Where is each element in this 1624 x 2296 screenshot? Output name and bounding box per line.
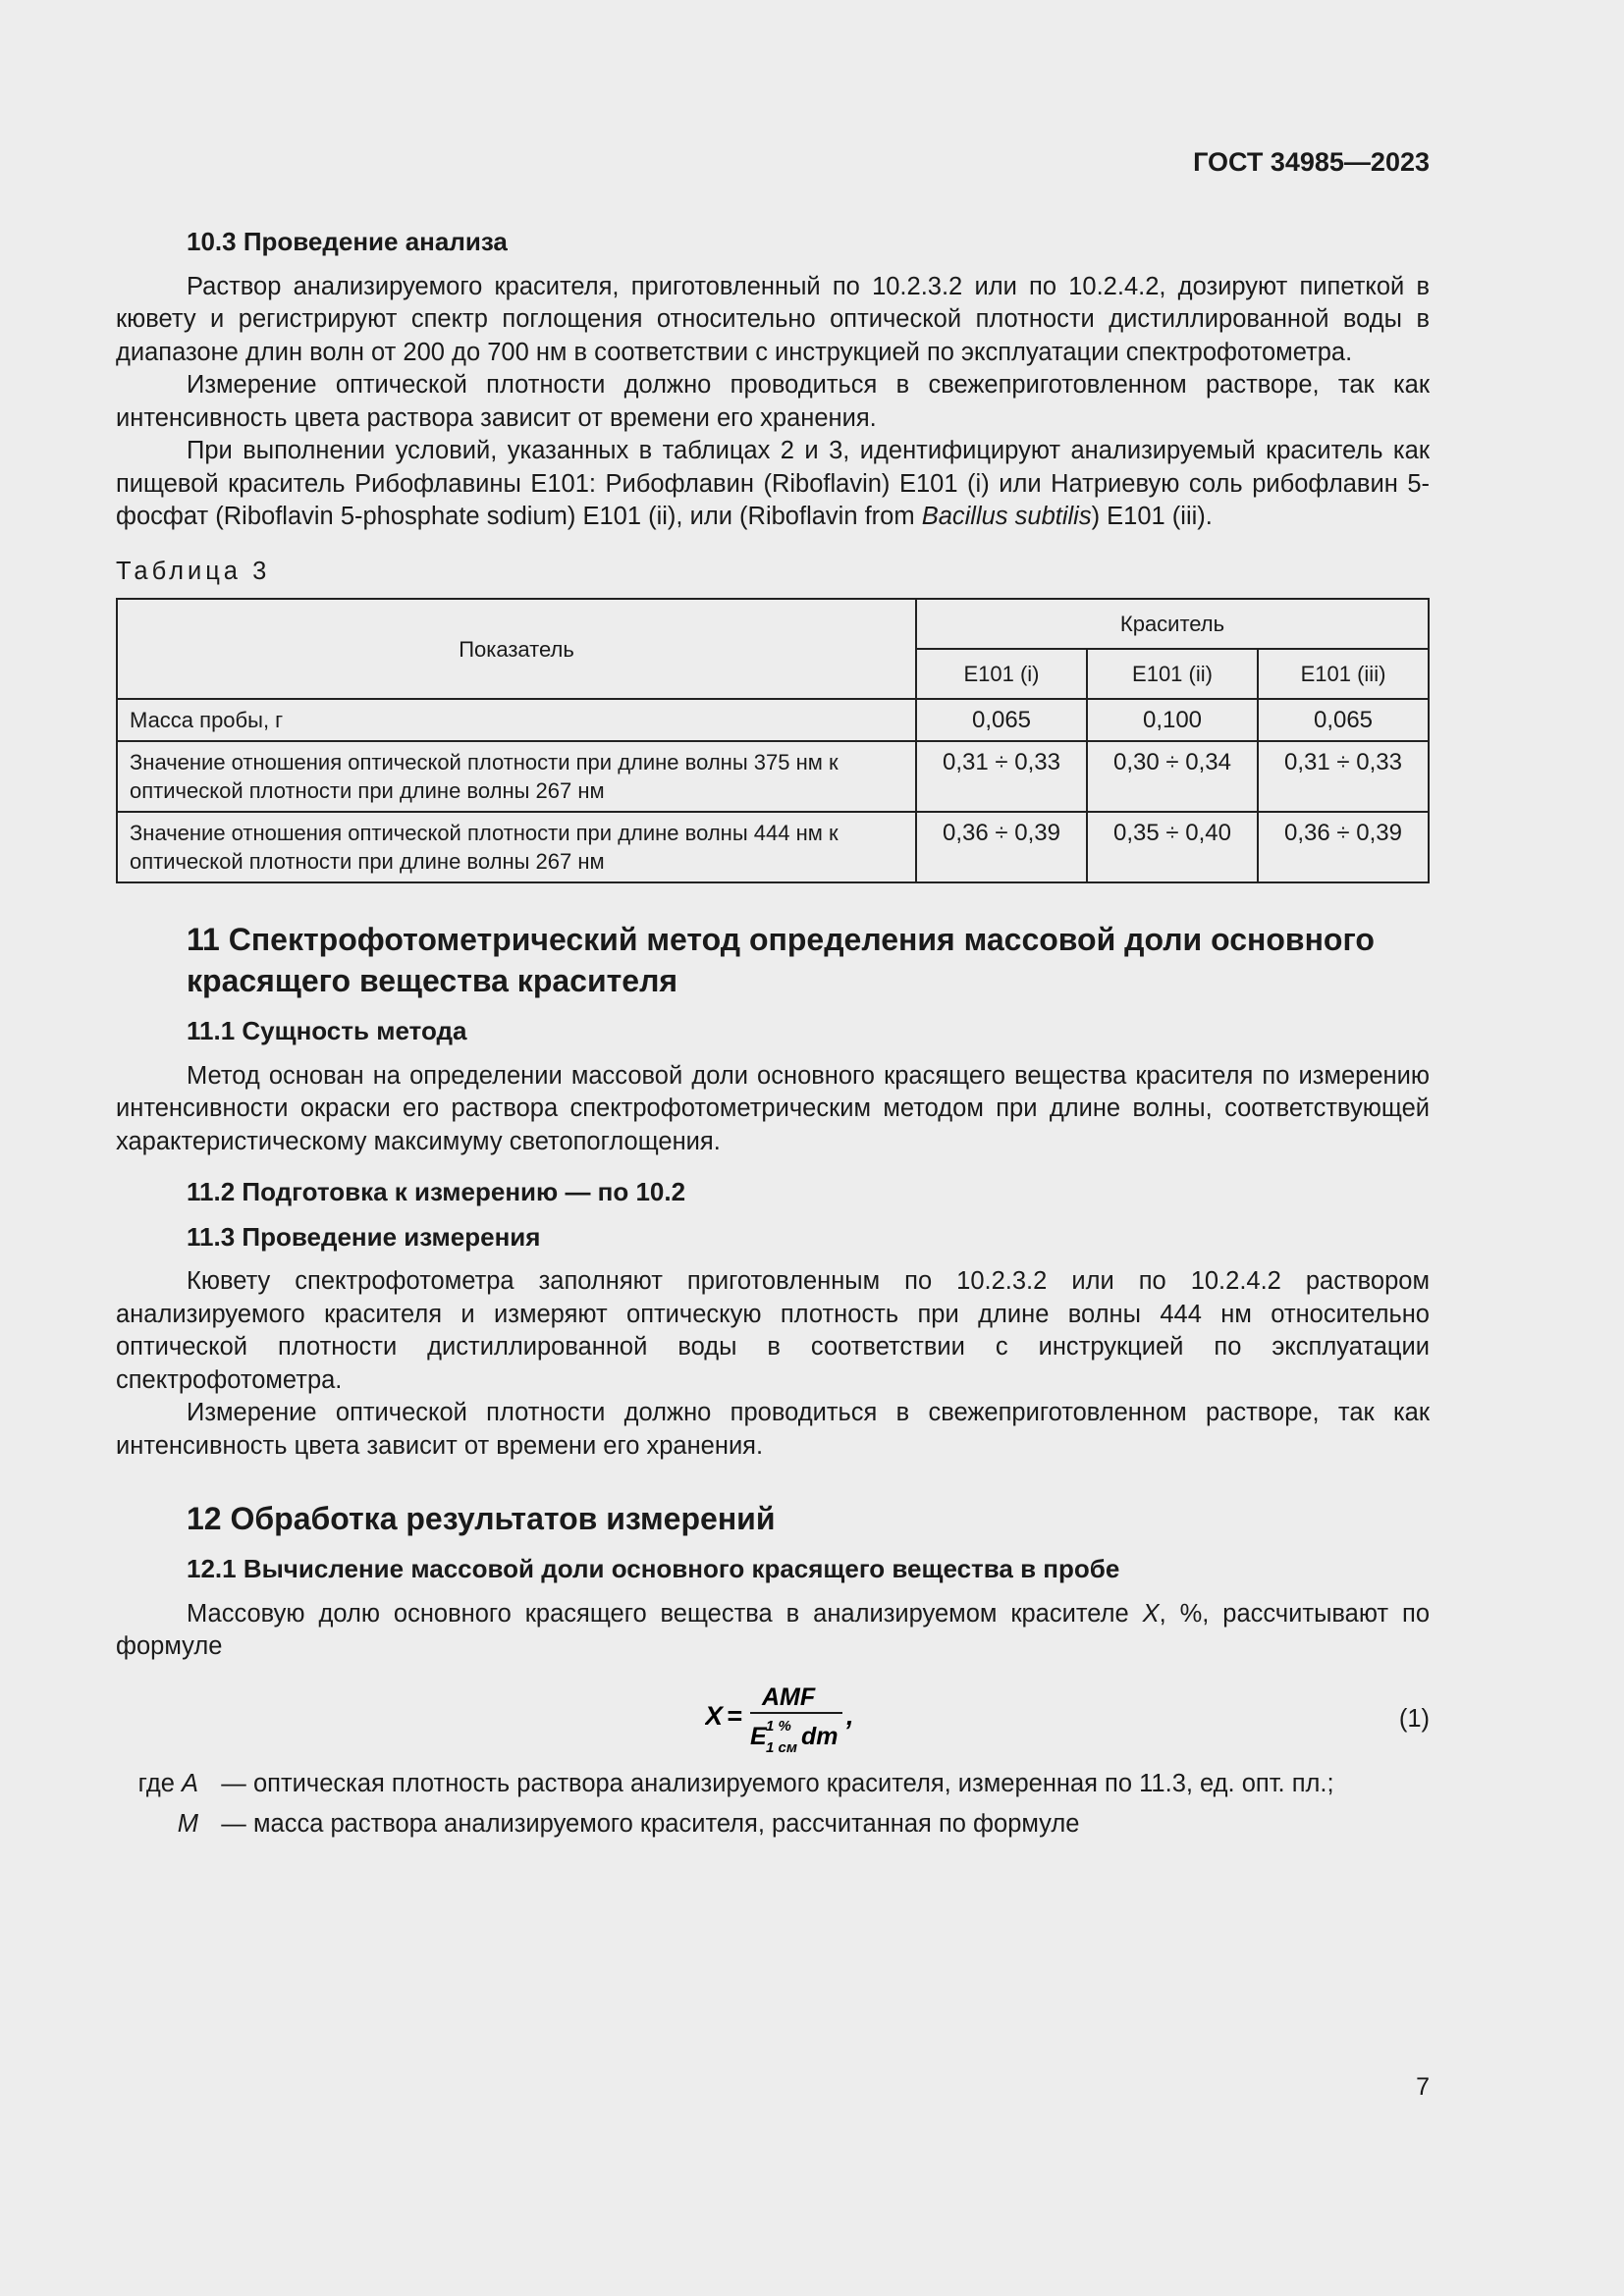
cell: 0,065: [1258, 699, 1429, 741]
formula-den-e: E: [750, 1722, 767, 1750]
cell: 0,31 ÷ 0,33: [1258, 741, 1429, 812]
paragraph: При выполнении условий, указанных в таблицах 2 и 3, идентифицируют анализируемый краситель как пищевой краситель Рибофлавины E101: Рибофлавин (Riboflavin) E101 (i) или Натриевую соль рибофлавин 5-фосфат (Riboflavin 5-phosphate sodium) E101 (ii), или (Riboflavin from Bacillus subtilis) E101 (iii).: [116, 437, 1430, 530]
cell: 0,30 ÷ 0,34: [1087, 741, 1258, 812]
cell: 0,36 ÷ 0,39: [916, 812, 1087, 882]
row-label: Масса пробы, г: [117, 699, 916, 741]
table-row: [117, 741, 1429, 812]
col-indicator-header: Показатель: [117, 599, 916, 699]
formula-number: (1): [1398, 1704, 1430, 1733]
formula-1: [116, 1668, 1430, 1762]
where-list: [116, 1768, 1430, 1842]
formula-expression: [705, 1680, 901, 1767]
paragraph: Массовую долю основного красящего вещества в анализируемом красителе X, %, рассчитывают по формуле: [116, 1599, 1431, 1660]
table-row: [117, 699, 1429, 741]
subcol-header: E101 (iii): [1258, 649, 1429, 699]
section-11-1-title: 11.1 Сущность метода: [187, 1016, 467, 1045]
cell: 0,35 ÷ 0,40: [1087, 812, 1258, 882]
paragraph: Измерение оптической плотности должно проводиться в свежеприготовленном растворе, так как интенсивность цвета раствора зависит от времени его хранения.: [116, 371, 1430, 432]
row-label: Значение отношения оптической плотности при длине волны 375 нм к оптической плотности при длине волны 267 нм: [117, 741, 916, 812]
legend-text: оптическая плотность раствора анализируемого красителя, измеренная по 11.3, ед. опт. пл.;: [253, 1769, 1334, 1797]
standard-code: ГОСТ 34985—2023: [1193, 147, 1430, 177]
legend-dash: —: [221, 1769, 246, 1797]
formula-numerator: AMF: [762, 1682, 816, 1711]
cell: 0,36 ÷ 0,39: [1258, 812, 1429, 882]
paragraph: Метод основан на определении массовой доли основного красящего вещества красителя по измерению интенсивности окраски его раствора спектрофотометрическим методом при длине волны, соответствующей характеристическому максимуму светопоглощения.: [116, 1061, 1430, 1155]
formula-eq: =: [727, 1700, 742, 1731]
table-row: [117, 812, 1429, 882]
paragraph: Измерение оптической плотности должно проводиться в свежеприготовленном растворе, так как интенсивность цвета зависит от времени его хранения.: [116, 1399, 1430, 1460]
section-11-title: 11 Спектрофотометрический метод определения массовой доли основного красящего вещества красителя: [187, 922, 1375, 998]
legend-dash: —: [221, 1810, 246, 1838]
page-content: [116, 226, 1430, 1842]
legend-text: масса раствора анализируемого красителя, рассчитанная по формуле: [253, 1810, 1080, 1838]
formula-den-sub: 1 см: [766, 1738, 797, 1756]
formula-den-rest: dm: [801, 1722, 839, 1750]
cell: 0,31 ÷ 0,33: [916, 741, 1087, 812]
table-caption: Таблица 3: [116, 557, 271, 585]
section-11-2-title: 11.2 Подготовка к измерению — по 10.2: [187, 1177, 686, 1206]
section-11-3-title: 11.3 Проведение измерения: [187, 1221, 541, 1252]
subcol-header: E101 (ii): [1087, 649, 1258, 699]
table-3: [116, 598, 1430, 883]
formula-comma: ,: [846, 1700, 854, 1731]
legend-symbol: где A: [137, 1769, 198, 1797]
cell: 0,065: [916, 699, 1087, 741]
section-12-title: 12 Обработка результатов измерений: [187, 1501, 776, 1536]
col-group-header: Краситель: [916, 599, 1429, 649]
formula-den-sup: 1 %: [766, 1717, 791, 1735]
page-number: 7: [1416, 2073, 1430, 2101]
paragraph: Кювету спектрофотометра заполняют приготовленным по 10.2.3.2 или по 10.2.4.2 раствором анализируемого красителя и измеряют оптическую плотность при длине волны 444 нм относительно оптической плотности дистиллированной воды в соответствии с инструкцией по эксплуатации спектрофотометра.: [116, 1267, 1430, 1394]
formula-lhs: X: [705, 1700, 724, 1731]
row-label: Значение отношения оптической плотности при длине волны 444 нм к оптической плотности при длине волны 267 нм: [117, 812, 916, 882]
subcol-header: E101 (i): [916, 649, 1087, 699]
italic-species: Bacillus subtilis: [921, 503, 1092, 530]
paragraph: Раствор анализируемого красителя, приготовленный по 10.2.3.2 или по 10.2.4.2, дозируют пипеткой в кювету и регистрируют спектр поглощения относительно оптической плотности дистиллированной воды в диапазоне длин волн от 200 до 700 нм в соответствии с инструкцией по эксплуатации спектрофотометра.: [116, 272, 1430, 366]
section-12-1-title: 12.1 Вычисление массовой доли основного красящего вещества в пробе: [187, 1554, 1120, 1583]
cell: 0,100: [1087, 699, 1258, 741]
section-10-3-title: 10.3 Проведение анализа: [187, 227, 508, 256]
formula-svg: [705, 1680, 901, 1758]
legend-symbol: M: [177, 1810, 198, 1838]
